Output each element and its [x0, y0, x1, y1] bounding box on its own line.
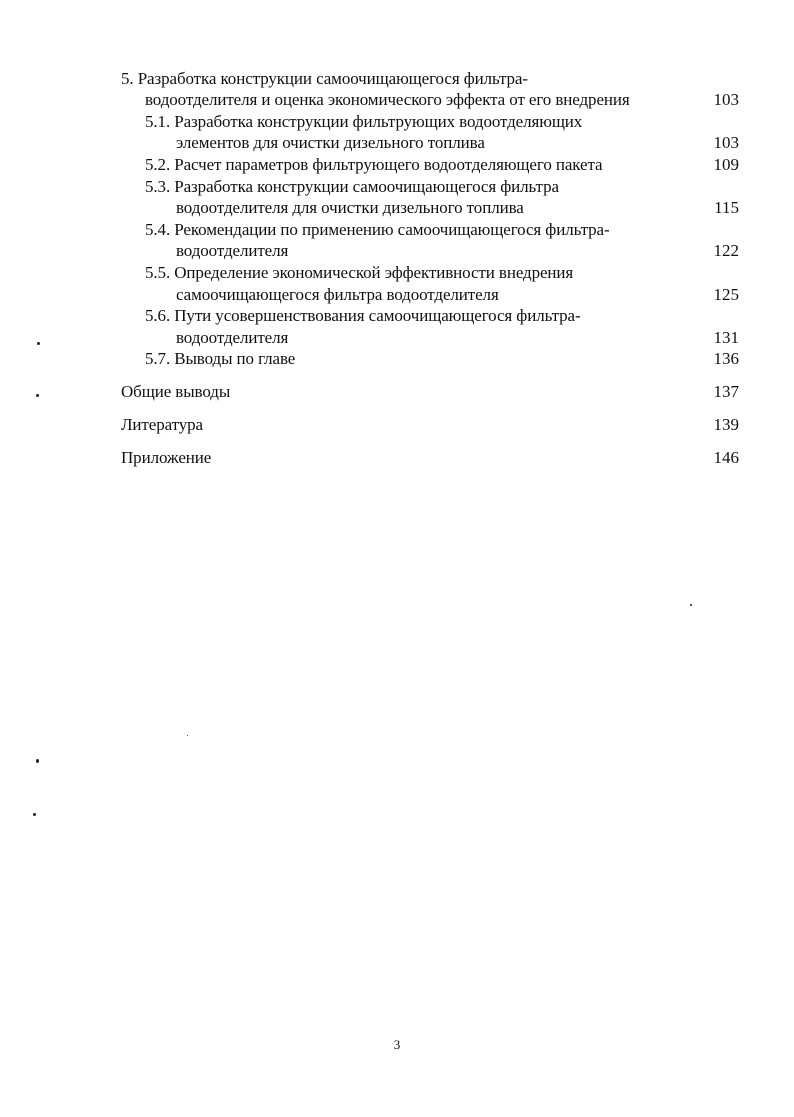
toc-chapter5-title-line2: водоотделителя и оценка экономического эффекта от его внедрения [145, 90, 630, 109]
toc-chapter5-page: 103 [713, 90, 739, 109]
toc-section-5-3-line1: 5.3. Разработка конструкции самоочищающегося фильтра [145, 177, 559, 196]
scan-speck [690, 604, 692, 606]
toc-section-5-4-line2: водоотделителя [176, 241, 289, 260]
toc-section-5-2-page: 109 [713, 155, 739, 174]
toc-section-5-5-line2: самоочищающегося фильтра водоотделителя [176, 285, 499, 304]
toc-section-5-5-page: 125 [713, 285, 739, 304]
scan-speck [33, 813, 36, 816]
toc-section-5-4-line1: 5.4. Рекомендации по применению самоочищающегося фильтра- [145, 220, 610, 239]
toc-section-5-4-page: 122 [713, 241, 739, 260]
toc-appendix-label: Приложение [121, 448, 212, 467]
toc-section-5-6-line1: 5.6. Пути усовершенствования самоочищающегося фильтра- [145, 306, 581, 325]
toc-section-5-2-line1: 5.2. Расчет параметров фильтрующего водоотделяющего пакета [145, 155, 603, 174]
page-number: 3 [393, 1037, 401, 1052]
toc-chapter5-title-line1: 5. Разработка конструкции самоочищающегося фильтра- [121, 69, 528, 88]
toc-section-5-5-line1: 5.5. Определение экономической эффективности внедрения [145, 263, 574, 282]
toc-conclusions-label: Общие выводы [121, 382, 231, 401]
scan-speck [36, 759, 39, 763]
toc-literature-page: 139 [713, 415, 739, 434]
toc-literature-label: Литература [121, 415, 203, 434]
scan-speck [187, 735, 188, 736]
toc-section-5-6-line2: водоотделителя [176, 328, 289, 347]
toc-section-5-3-page: 115 [714, 198, 739, 217]
scan-speck [36, 394, 39, 397]
toc-section-5-1-page: 103 [713, 133, 739, 152]
toc-section-5-3-line2: водоотделителя для очистки дизельного топлива [176, 198, 524, 217]
toc-section-5-6-page: 131 [713, 328, 739, 347]
toc-appendix-page: 146 [713, 448, 739, 467]
toc-section-5-1-line1: 5.1. Разработка конструкции фильтрующих водоотделяющих [145, 112, 583, 131]
toc-conclusions-page: 137 [713, 382, 739, 401]
toc-section-5-7-line1: 5.7. Выводы по главе [145, 349, 296, 368]
toc-section-5-1-line2: элементов для очистки дизельного топлива [176, 133, 485, 152]
scan-speck [37, 342, 40, 345]
toc-section-5-7-page: 136 [713, 349, 739, 368]
